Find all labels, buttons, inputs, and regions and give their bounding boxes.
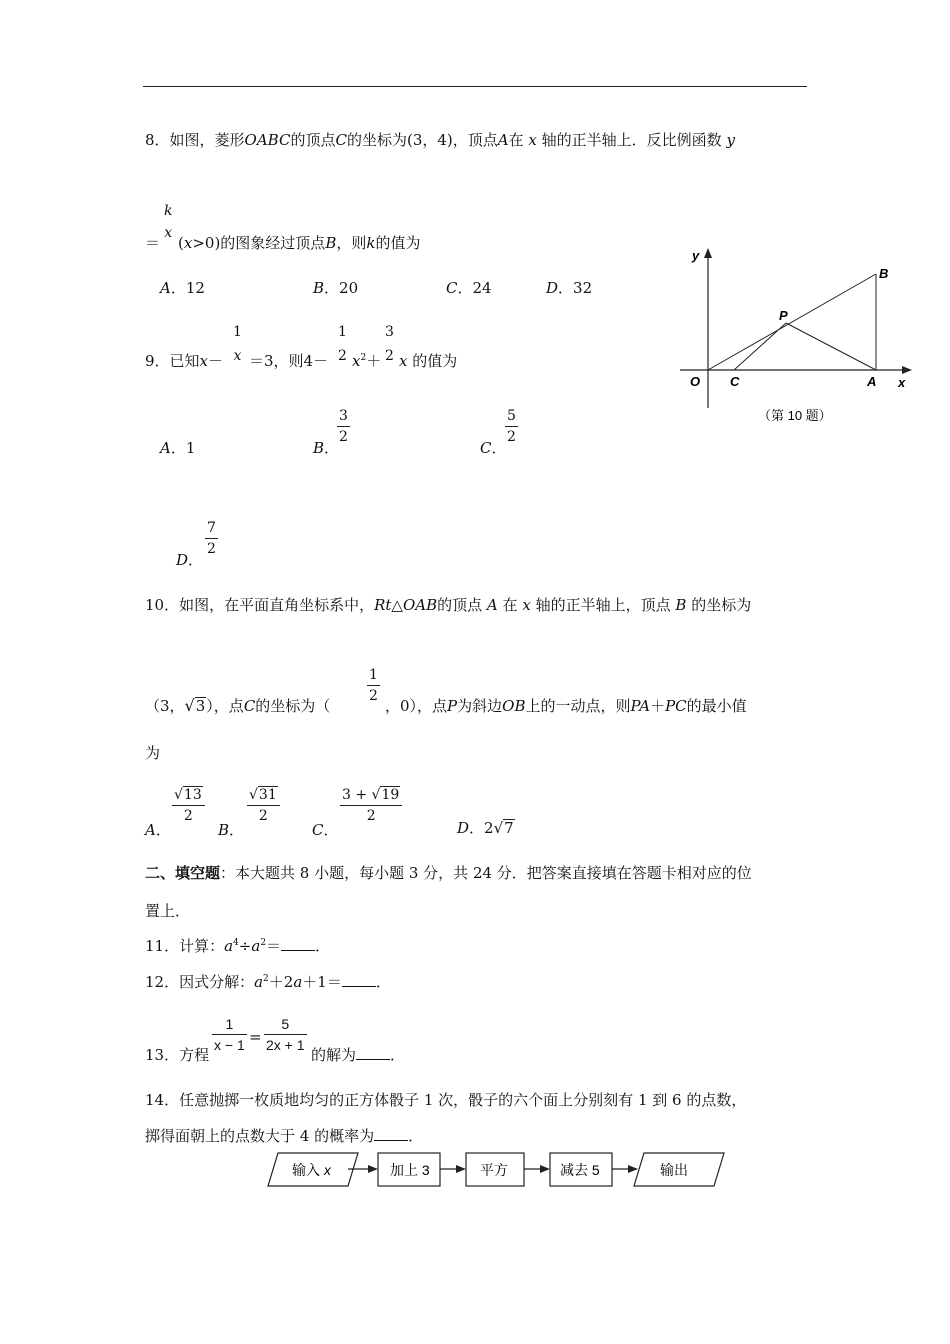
q9-option-d-fraction: 7 2 bbox=[207, 520, 216, 557]
q8-option-d: D．32 bbox=[546, 279, 593, 297]
q10-option-b-fraction: √31 2 bbox=[247, 786, 280, 825]
q13-tail: 的解为 ． bbox=[311, 1046, 406, 1064]
flow-step1-label: 加上 3 bbox=[390, 1162, 430, 1178]
q9-option-d: D． bbox=[176, 551, 204, 569]
q10-option-d: D．2√7 bbox=[457, 819, 514, 837]
label-p: P bbox=[779, 308, 788, 323]
q9-stem-start: 9．已知x－ bbox=[145, 352, 224, 370]
q9-fraction-1-over-2: 1 2 bbox=[338, 324, 347, 364]
label-c: C bbox=[730, 374, 740, 389]
flow-input-label: 输入 x bbox=[292, 1162, 331, 1178]
q9-option-b: B． bbox=[313, 439, 340, 457]
segment-pc bbox=[734, 323, 786, 370]
q8-fraction-k-over-x: k x bbox=[164, 203, 173, 241]
q8-line1: 8．如图，菱形OABC的顶点C的坐标为(3，4)，顶点A在 x 轴的正半轴上．反比例函数 y bbox=[145, 131, 735, 149]
figure-caption: （第 10 题） bbox=[758, 408, 832, 423]
q10-line2-start: （3，√3），点C的坐标为（ bbox=[145, 696, 331, 715]
q9-option-a: A．1 bbox=[160, 439, 196, 457]
header-rule bbox=[143, 86, 807, 87]
q12-answer-blank[interactable] bbox=[342, 974, 376, 987]
q11: 11．计算：$a^4\div a^2=$ ． bbox=[145, 937, 331, 955]
segment-pa bbox=[786, 323, 876, 370]
q14-line2: 掷得面朝上的点数大于 4 的概率为 ． bbox=[145, 1127, 424, 1145]
q8-option-a: A．12 bbox=[160, 279, 205, 297]
q14-line1: 14．任意抛掷一枚质地均匀的正方体骰子 1 次，骰子的六个面上分别刻有 1 到 6 的点数， bbox=[145, 1091, 747, 1109]
q9-stem-end: x 的值为 bbox=[399, 352, 458, 370]
q13-answer-blank[interactable] bbox=[356, 1047, 390, 1060]
q10-option-b: B． bbox=[218, 821, 245, 839]
q9-fraction-1-over-x: 1 x bbox=[233, 324, 242, 364]
flow-step3-label: 减去 5 bbox=[560, 1162, 600, 1178]
q8-option-c: C．24 bbox=[446, 279, 492, 297]
q8-option-b: B．20 bbox=[313, 279, 359, 297]
q10-line1: 10．如图，在平面直角坐标系中，Rt△OAB的顶点 A 在 x 轴的正半轴上，顶点 B 的坐标为 bbox=[145, 596, 752, 614]
q9-option-b-fraction: 3 2 bbox=[339, 408, 348, 445]
q9-option-c: C． bbox=[480, 439, 507, 457]
label-a: A bbox=[867, 374, 877, 389]
flow-arrow-3 bbox=[540, 1165, 550, 1173]
segment-ob bbox=[708, 274, 876, 370]
q13-fraction-right: 5 2x + 1 bbox=[266, 1016, 305, 1053]
q10-option-c-fraction: 3 + √19 2 bbox=[340, 786, 402, 825]
q13-fraction-left: 1 x − 1 bbox=[214, 1016, 245, 1053]
q10-line3: 为 bbox=[145, 744, 161, 762]
q9-stem-x2: $x^2+$ bbox=[352, 352, 382, 370]
y-axis-arrow bbox=[704, 248, 712, 258]
q9-fraction-3-over-2: 3 2 bbox=[385, 324, 394, 364]
q10-figure bbox=[670, 240, 920, 440]
q14-answer-blank[interactable] bbox=[374, 1128, 408, 1141]
q10-option-a-fraction: √13 2 bbox=[172, 786, 205, 825]
q11-answer-blank[interactable] bbox=[281, 938, 315, 951]
q13-label: 13．方程 bbox=[145, 1046, 210, 1064]
flow-arrow-1 bbox=[368, 1165, 378, 1173]
label-o: O bbox=[690, 374, 701, 389]
q12: 12．因式分解：$a^2+2a+1=$ ． bbox=[145, 973, 391, 991]
q10-option-a: A． bbox=[145, 821, 171, 839]
label-y: y bbox=[692, 248, 700, 263]
flow-output-label: 输出 bbox=[660, 1162, 688, 1178]
q10-line2-end: ，0），点P为斜边OB上的一动点，则PA＋PC的最小值 bbox=[385, 697, 747, 715]
x-axis-arrow bbox=[902, 366, 912, 374]
flow-step2-label: 平方 bbox=[480, 1162, 508, 1178]
q13-equals: = bbox=[249, 1028, 262, 1046]
flow-arrow-4 bbox=[628, 1165, 638, 1173]
q9-stem-mid: ＝3，则4－ bbox=[249, 352, 329, 370]
label-b: B bbox=[879, 266, 889, 281]
q8-line2: ＝ (x>0)的图象经过顶点B，则k的值为 bbox=[145, 234, 421, 252]
flowchart bbox=[262, 1148, 732, 1192]
section2-line1: 二、填空题：本大题共 8 小题，每小题 3 分，共 24 分．把答案直接填在答题卡相对应的位 bbox=[145, 864, 752, 882]
q10-option-c: C． bbox=[312, 821, 339, 839]
q9-option-c-fraction: 5 2 bbox=[507, 408, 516, 445]
label-x: x bbox=[898, 375, 906, 390]
section2-line2: 置上． bbox=[145, 902, 191, 920]
flow-arrow-2 bbox=[456, 1165, 466, 1173]
q10-c-fraction: 1 2 bbox=[369, 667, 378, 704]
